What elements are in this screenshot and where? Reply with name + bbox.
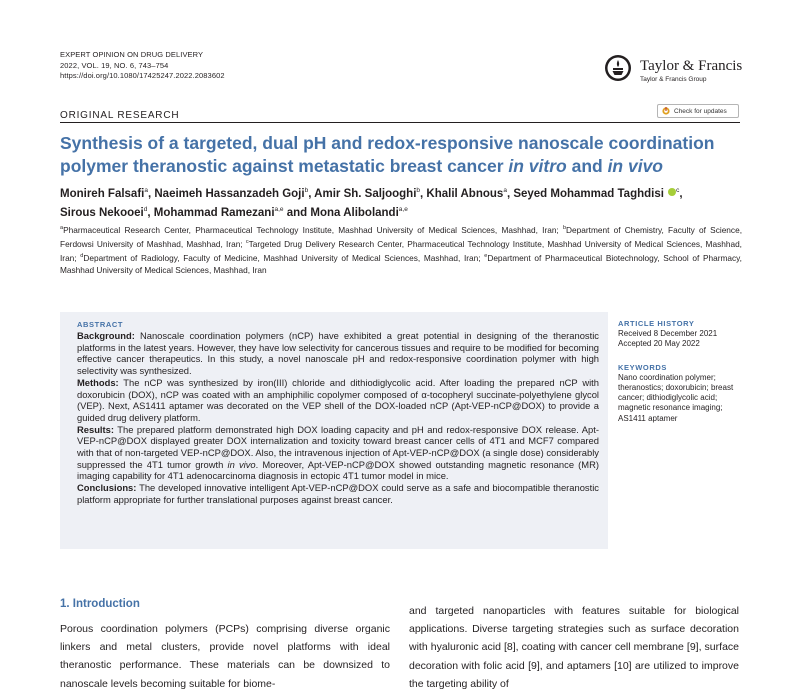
publisher-group: Taylor & Francis Group	[640, 76, 707, 83]
affil-sup: a	[60, 225, 64, 231]
taylor-francis-logo-icon	[604, 54, 632, 82]
keywords-heading: KEYWORDS	[618, 362, 667, 372]
article-title	[60, 132, 750, 178]
title-main: Synthesis of a targeted, dual pH and redox-responsive nanoscale coordination polymer theranostic against metastatic breast cancer	[60, 133, 715, 176]
check-for-updates-label: Check for updates	[674, 107, 727, 115]
intro-column-left: Porous coordination polymers (PCPs) comprising diverse organic linkers and metal clusters, provide novel platforms with ideal theranostic performance. These materials can be downsized to nanoscale levels becoming suitable for biome-	[60, 623, 390, 690]
author-sup: d	[143, 205, 148, 213]
keywords-list: Nano coordination polymer; theranostics; doxorubicin; breast cancer; dithiodiglycolic acid; magnetic resonance imaging; AS1411 aptamer	[618, 372, 734, 423]
author[interactable]: Sirous Nekooei	[60, 206, 144, 219]
author[interactable]: Mohammad Ramezani	[153, 206, 275, 219]
affiliation: Targeted Drug Delivery Research Center, Pharmaceutical Technology Institute, Mashhad University of Medical Sciences, Mashhad, Iran;	[60, 238, 742, 263]
accepted-date: Accepted 20 May 2022	[618, 339, 700, 349]
section-label: ORIGINAL RESEARCH	[60, 110, 180, 121]
author[interactable]: Mona Alibolandi	[310, 206, 399, 219]
abstract-box	[60, 312, 608, 549]
author-sup: a	[503, 187, 507, 194]
author-sup: c	[676, 187, 680, 194]
refresh-icon	[662, 107, 670, 115]
author-sup: a	[144, 187, 148, 194]
orcid-icon[interactable]	[668, 188, 676, 196]
author-sup: b	[304, 187, 309, 194]
affil-sup: e	[484, 253, 488, 260]
introduction-heading: 1. Introduction	[60, 598, 140, 610]
author[interactable]: Amir Sh. Saljooghi	[314, 187, 417, 200]
header-divider	[60, 122, 740, 123]
label-methods: Methods:	[77, 376, 119, 388]
check-for-updates-button[interactable]	[657, 104, 739, 118]
article-sidebar	[618, 319, 748, 424]
abstract-heading: ABSTRACT	[77, 320, 124, 329]
publisher-name: Taylor & Francis	[640, 58, 743, 74]
author[interactable]: Khalil Abnous	[426, 187, 504, 200]
author-list: Monireh Falsafi$^a$, Naeimeh Hassanzadeh Goji$^b$, Amir Sh. Saljooghi$^b$, Khalil Abnous$^a$, Seyed Mohammad Taghdisi $^c$, Sirous Nekooei$^d$, Mohammad Ramezani$^{a,e}$ and Mona Alibolandi$^{a,e}$	[60, 187, 683, 219]
author-sup: a,e	[398, 205, 408, 213]
article-history-heading: ARTICLE HISTORY	[618, 319, 695, 328]
text-results-italic: in vivo	[227, 458, 256, 470]
intro-column-right: and targeted nanoparticles with features suitable for biological applications. Diverse targeting strategies such as surface decoration with hyaluronic acid [8], coating with cancer cell membrane [9], surface decoration with folic acid [9], and aptamers [10] are utilized to improve the targeting ability of	[409, 605, 739, 690]
journal-issue: 2022, VOL. 19, NO. 6, 743–754	[60, 60, 169, 70]
text-results-b: . Moreover, Apt-VEP-nCP@DOX showed outstanding magnetic resonance (MR) imaging capability for 4T1 adenocarcinoma diagnosis in ectopic 4T1 tumor model in mice.	[77, 458, 600, 482]
text-conclusions: The developed innovative intelligent Apt-VEP-nCP@DOX could serve as a safe and biocompatible theranostic platform appropriate for further translational purposes against breast cancer.	[77, 482, 599, 505]
journal-name: EXPERT OPINION ON DRUG DELIVERY	[60, 50, 204, 59]
journal-doi[interactable]: https://doi.org/10.1080/17425247.2022.2083602	[60, 71, 225, 80]
text-results-a: The prepared platform demonstrated high DOX loading capacity and pH and redox-responsive DOX release. Apt-VEP-nCP@DOX displayed greater DOX internalization and toxicity toward breast cancer cells of 4T1 and MCF7 compared with that of non-targeted VEP-nCP@DOX. Also, the intravenous injection of Apt-VEP-nCP@DOX (a single dose) considerably suppressed the 4T1 tumor growth	[77, 423, 599, 470]
title-italic-in-vitro: in vitro	[508, 156, 567, 176]
label-background: Background:	[77, 330, 135, 341]
publisher-block	[640, 58, 742, 83]
abstract-background	[77, 330, 599, 377]
author[interactable]: Seyed Mohammad Taghdisi	[513, 187, 664, 200]
affil-sup: c	[245, 239, 249, 246]
label-conclusions: Conclusions:	[77, 482, 137, 494]
label-results: Results:	[77, 423, 114, 435]
affiliation: Department of Chemistry, Faculty of Science, Ferdowsi University of Mashhad, Mashhad, Iran;	[60, 224, 742, 249]
received-date: Received 8 December 2021	[618, 329, 718, 339]
affiliations	[60, 222, 742, 276]
affil-sup: b	[562, 225, 567, 231]
affiliation: Department of Pharmaceutical Biotechnology, School of Pharmacy, Mashhad University of Medical Sciences, Mashhad, Iran	[60, 252, 742, 276]
author-sup: b	[416, 187, 421, 194]
abstract-methods	[77, 377, 599, 424]
affiliation: Department of Radiology, Faculty of Medicine, Mashhad University of Medical Sciences, Mashhad, Iran;	[83, 252, 485, 263]
author[interactable]: Monireh Falsafi	[60, 187, 145, 200]
title-italic-in-vivo: in vivo	[607, 156, 663, 176]
text-methods: The nCP was synthesized by iron(III) chloride and dithiodiglycolic acid. After loading the prepared nCP with doxorubicin (DOX), nCP was coated with an amphiphilic copolymer composed of α-tocopheryl succinate-polyethylene glycol (VEP). Next, AS1411 aptamer was decorated on the VEP shell of the DOX-loaded nCP (Apt-VEP-nCP@DOX) to provide a guided drug delivery platform.	[77, 376, 599, 423]
author-sup: a,e	[274, 205, 284, 213]
abstract-results	[77, 424, 599, 483]
author[interactable]: Naeimeh Hassanzadeh Goji	[154, 187, 305, 200]
text-background: Nanoscale coordination polymers (nCP) have exhibited a great potential in designing of the theranostic platforms in the latest years. However, they have low selectivity for cancerous tissues and require to be modified for becoming effective cancer therapeutics. In this study, a novel nanoscale pH and redox-responsive coordination polymer with high selectivity was synthesized.	[77, 330, 599, 377]
affiliation: Pharmaceutical Research Center, Pharmaceutical Technology Institute, Mashhad University of Medical Sciences, Mashhad, Iran;	[63, 224, 563, 235]
title-and: and	[566, 156, 608, 176]
journal-header	[60, 50, 225, 82]
abstract-conclusions	[77, 482, 599, 505]
affil-sup: d	[80, 253, 84, 260]
